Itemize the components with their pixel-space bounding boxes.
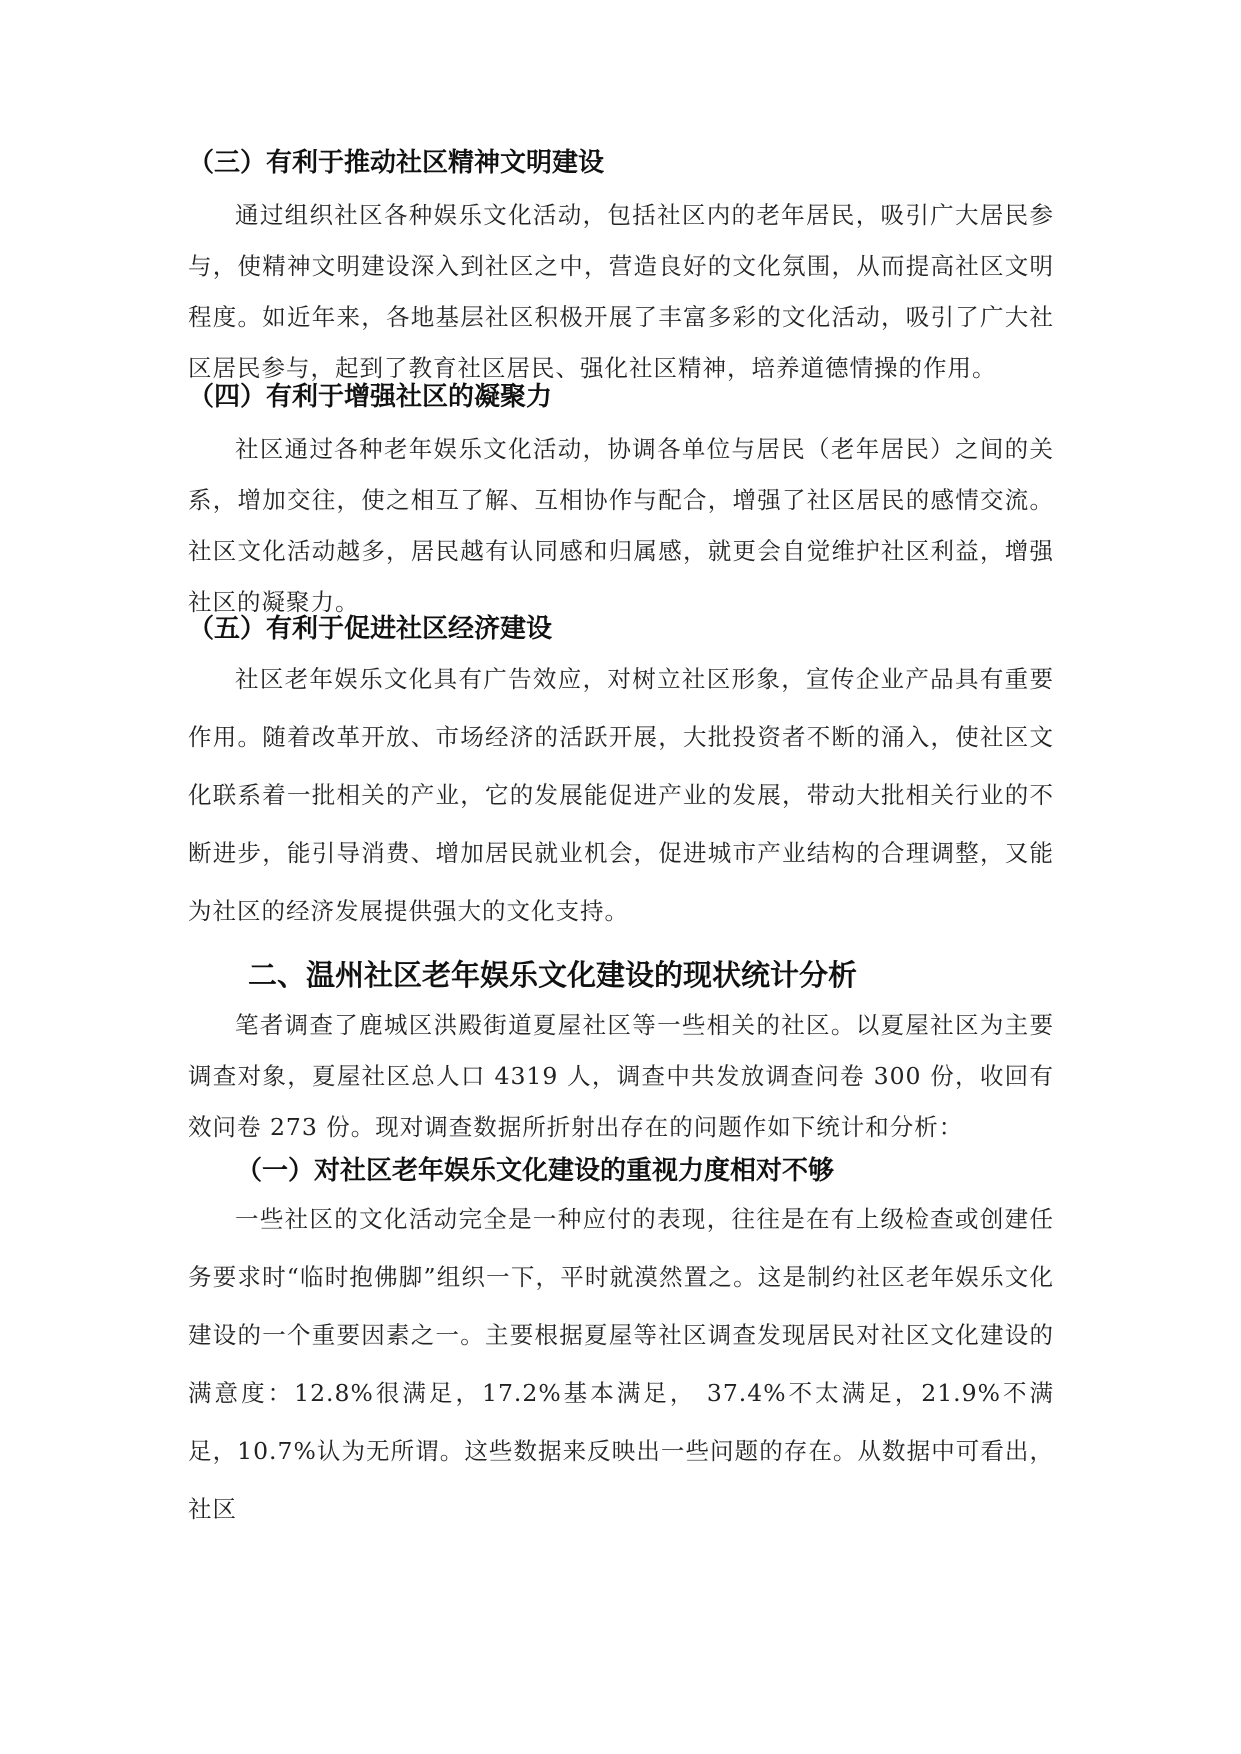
part-two-intro: 笔者调查了鹿城区洪殿街道夏屋社区等一些相关的社区。以夏屋社区为主要调查对象，夏屋社区总人口 4319 人，调查中共发放调查问卷 300 份，收回有效问卷 273 份。现对调查数据所折射出存在的问题作如下统计和分析： (188, 1011, 1054, 1141)
section-heading-4: （四）有利于增强社区的凝聚力 (188, 382, 553, 412)
part-two-heading: 二、温州社区老年娱乐文化建设的现状统计分析 (248, 958, 858, 992)
section-heading-5: （五）有利于促进社区经济建设 (188, 614, 553, 644)
section-paragraph-4: 社区通过各种老年娱乐文化活动，协调各单位与居民（老年居民）之间的关系，增加交往，使之相互了解、互相协作与配合，增强了社区居民的感情交流。社区文化活动越多，居民越有认同感和归属感，就更会自觉维护社区利益，增强社区的凝聚力。 (188, 435, 1054, 616)
part-two-paragraph: 一些社区的文化活动完全是一种应付的表现，往往是在有上级检查或创建任务要求时“临时抱佛脚”组织一下，平时就漠然置之。这是制约社区老年娱乐文化建设的一个重要因素之一。主要根据夏屋等社区调查发现居民对社区文化建设的满意度：12.8%很满足，17.2%基本满足， 37.4%不太满足，21.9%不满足，10.7%认为无所谓。这些数据来反映出一些问题的存在。从数据中可看出，社区 (188, 1205, 1054, 1523)
part-two-sub-heading: （一）对社区老年娱乐文化建设的重视力度相对不够 (236, 1156, 835, 1186)
section-heading-3: （三）有利于推动社区精神文明建设 (188, 148, 605, 178)
section-paragraph-5: 社区老年娱乐文化具有广告效应，对树立社区形象，宣传企业产品具有重要作用。随着改革开放、市场经济的活跃开展，大批投资者不断的涌入，使社区文化联系着一批相关的产业，它的发展能促进产业的发展，带动大批相关行业的不断进步，能引导消费、增加居民就业机会，促进城市产业结构的合理调整，又能为社区的经济发展提供强大的文化支持。 (188, 665, 1054, 925)
section-paragraph-3: 通过组织社区各种娱乐文化活动，包括社区内的老年居民，吸引广大居民参与，使精神文明建设深入到社区之中，营造良好的文化氛围，从而提高社区文明程度。如近年来，各地基层社区积极开展了丰富多彩的文化活动，吸引了广大社区居民参与，起到了教育社区居民、强化社区精神，培养道德情操的作用。 (188, 201, 1054, 382)
